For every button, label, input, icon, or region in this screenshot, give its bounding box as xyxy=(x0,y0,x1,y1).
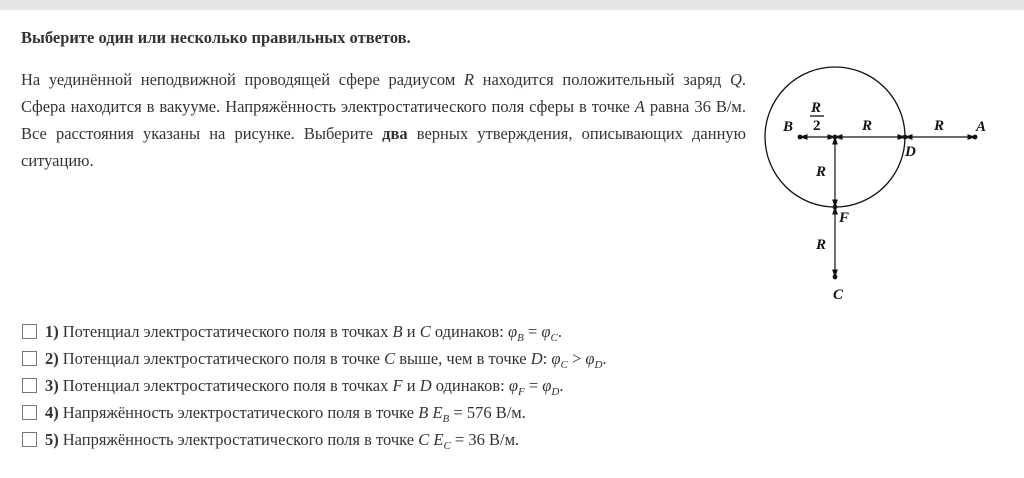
task-heading: Выберите один или несколько правильных ответов. xyxy=(21,28,411,47)
label-r-half-denominator: 2 xyxy=(813,118,821,134)
point-b-dot xyxy=(798,135,803,140)
point-a-dot xyxy=(973,135,978,140)
option-5-number: 5) xyxy=(45,429,59,449)
option-5-text: Напряжённость электростатического поля в точке C $E_C = 36$ В/м. xyxy=(62,429,520,452)
point-f-dot xyxy=(833,205,838,210)
label-f: F xyxy=(839,210,850,226)
point-c-dot xyxy=(833,275,838,280)
option-1-number: 1) xyxy=(45,321,59,341)
option-2-text: Потенциал электростатического поля в точке C выше, чем в точке D: $\varphi_C > \varphi_D$. xyxy=(62,348,607,371)
option-4-text: Напряжённость электростатического поля в точке B $E_B = 576$ В/м. xyxy=(62,402,526,425)
top-bar xyxy=(0,0,1024,10)
sphere-diagram xyxy=(758,60,998,310)
label-a: A xyxy=(976,119,987,135)
option-1-text: Потенциал электростатического поля в точках B и C одинаков: $\varphi_B = \varphi_C$. xyxy=(62,321,562,344)
option-3-number: 3) xyxy=(45,375,59,395)
option-5[interactable] xyxy=(22,426,607,453)
label-c: C xyxy=(833,287,844,303)
option-2-number: 2) xyxy=(45,348,59,368)
option-1-checkbox[interactable] xyxy=(22,324,37,339)
option-4-number: 4) xyxy=(45,402,59,422)
option-3-text: Потенциал электростатического поля в точках F и D одинаков: $\varphi_F = \varphi_D$. xyxy=(62,375,564,398)
option-5-checkbox[interactable] xyxy=(22,432,37,447)
label-r-vertical-outer: R xyxy=(816,237,827,253)
label-r-center-d: R xyxy=(862,118,873,134)
label-d: D xyxy=(905,144,916,160)
option-2-checkbox[interactable] xyxy=(22,351,37,366)
label-r-vertical-inner: R xyxy=(816,164,827,180)
problem-statement: На уединённой неподвижной проводящей сфере радиусом R находится положительный заряд Q. Сфера находится в вакууме. Напряжённость электростатического поля сферы в точке A равна 36 В/м. Все расстояния указаны на рисунке. Выберите два верных утверждения, описывающих данную ситуацию. xyxy=(21,70,746,170)
label-r-half-numerator: R xyxy=(811,100,822,116)
option-4[interactable] xyxy=(22,399,607,426)
answer-options xyxy=(22,318,607,453)
option-4-checkbox[interactable] xyxy=(22,405,37,420)
option-2[interactable] xyxy=(22,345,607,372)
option-1[interactable] xyxy=(22,318,607,345)
label-r-d-a: R xyxy=(934,118,945,134)
option-3-checkbox[interactable] xyxy=(22,378,37,393)
label-b: B xyxy=(783,119,794,135)
point-d-dot xyxy=(903,135,908,140)
option-3[interactable] xyxy=(22,372,607,399)
point-center-dot xyxy=(833,135,838,140)
